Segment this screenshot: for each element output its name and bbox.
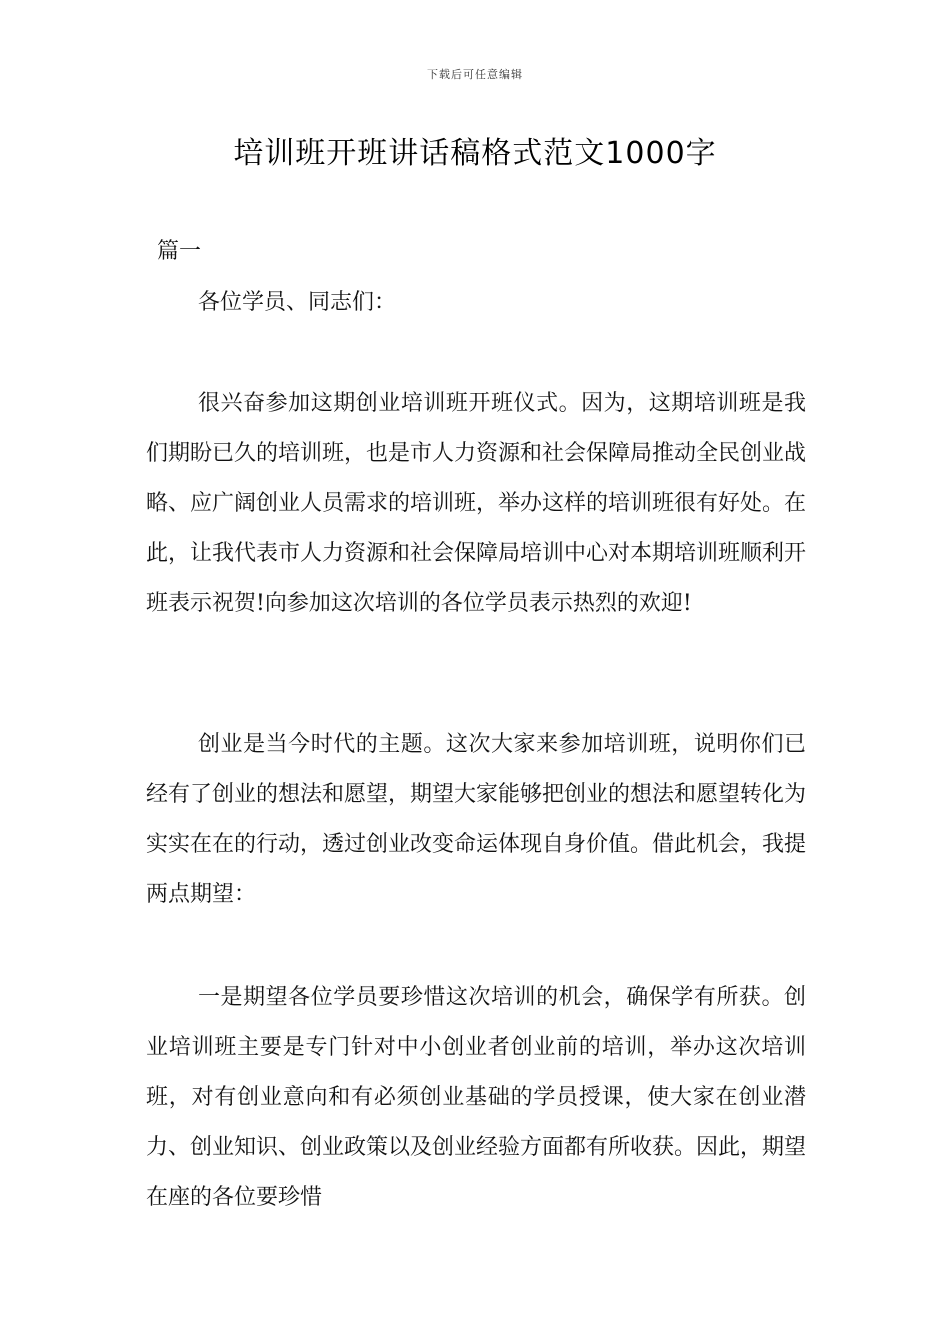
- paragraph-1: 很兴奋参加这期创业培训班开班仪式。因为，这期培训班是我们期盼已久的培训班，也是市人力资源和社会保障局推动全民创业战略、应广阔创业人员需求的培训班，举办这样的培训班很有好处。在此，让我代表市人力资源和社会保障局培训中心对本期培训班顺利开班表示祝贺!向参加这次培训的各位学员表示热烈的欢迎!: [146, 391, 807, 616]
- paragraph-3: 一是期望各位学员要珍惜这次培训的机会，确保学有所获。创业培训班主要是专门针对中小创业者创业前的培训，举办这次培训班，对有创业意向和有必须创业基础的学员授课，使大家在创业潜力、创业知识、创业政策以及创业经验方面都有所收获。因此，期望在座的各位要珍惜: [146, 985, 807, 1210]
- header-note: 下载后可任意编辑: [427, 68, 523, 81]
- salutation: 各位学员、同志们：: [198, 290, 397, 315]
- paragraph-2: 创业是当今时代的主题。这次大家来参加培训班，说明你们已经有了创业的想法和愿望，期望大家能够把创业的想法和愿望转化为实实在在的行动，透过创业改变命运体现自身价值。借此机会，我提两点期望：: [146, 732, 807, 907]
- section-label: 篇一: [157, 239, 202, 264]
- document-title: 培训班开班讲话稿格式范文1000字: [233, 136, 717, 171]
